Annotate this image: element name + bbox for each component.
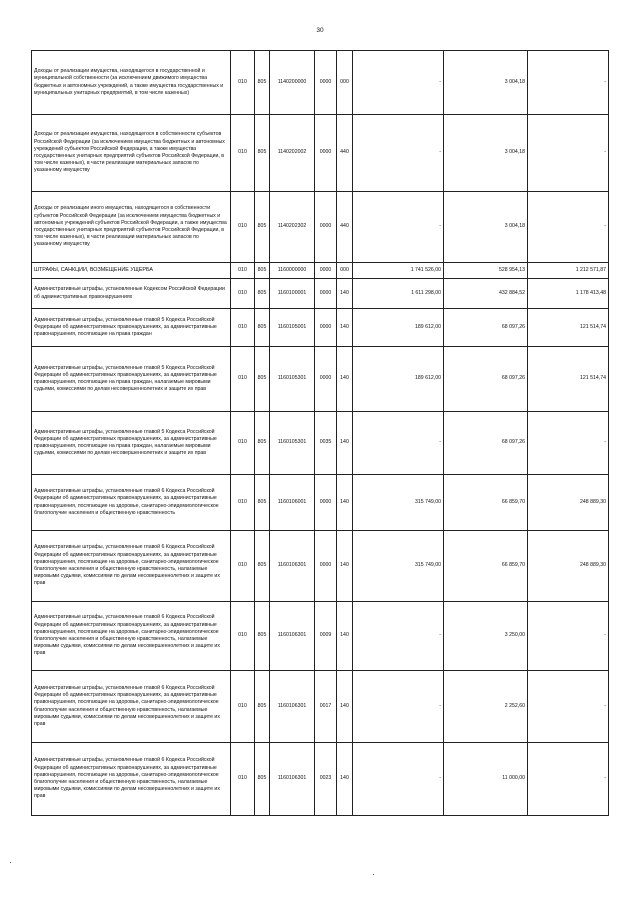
planned-amount-cell: - [353, 671, 444, 743]
income-name-cell: Административные штрафы, установленные главой 5 Кодекса Российской Федерации об административных правонарушениях, за административные правонарушения, посягающие на права граждан [32, 309, 231, 347]
program-code-cell: 0000 [315, 279, 337, 309]
income-name-cell: Доходы от реализации имущества, находящегося в государственной и муниципальной собственности (за исключением движимого имущества бюджетных и автономных учреждений, а также имущества государственных и муниципальных унитарных предприятий, в том числе казенных) [32, 51, 231, 115]
kbk-code-cell: 1160105001 [270, 309, 315, 347]
econ-code-cell: 440 [337, 192, 353, 263]
planned-amount-cell: - [353, 192, 444, 263]
remaining-amount-cell: - [528, 192, 609, 263]
kbk-code-cell: 1160000000 [270, 263, 315, 279]
econ-code-cell: 140 [337, 279, 353, 309]
program-code-cell: 0035 [315, 412, 337, 475]
code-cell: 010 [231, 602, 255, 671]
planned-amount-cell: 189 612,00 [353, 309, 444, 347]
income-name-cell: Доходы от реализации имущества, находящегося в собственности субъектов Российской Федерации (за исключением имущества бюджетных и автономных учреждений субъектов Российской Федерации, а также имущества государственных унитарных предприятий субъектов Российской Федерации, в том числе казенных), в части реализации материальных запасов по указанному имуществу [32, 115, 231, 192]
code-cell: 010 [231, 347, 255, 412]
remaining-amount-cell: 248 889,30 [528, 531, 609, 602]
remaining-amount-cell: - [528, 743, 609, 816]
admin-code-cell: 805 [255, 263, 270, 279]
admin-code-cell: 805 [255, 309, 270, 347]
page-number: 30 [316, 27, 324, 34]
program-code-cell: 0000 [315, 263, 337, 279]
remaining-amount-cell: 121 514,74 [528, 309, 609, 347]
remaining-amount-cell: - [528, 671, 609, 743]
program-code-cell: 0000 [315, 51, 337, 115]
econ-code-cell: 000 [337, 263, 353, 279]
executed-amount-cell: 528 954,13 [444, 263, 528, 279]
remaining-amount-cell: 121 514,74 [528, 347, 609, 412]
program-code-cell: 0000 [315, 115, 337, 192]
kbk-code-cell: 1140202302 [270, 192, 315, 263]
remaining-amount-cell: - [528, 51, 609, 115]
admin-code-cell: 805 [255, 531, 270, 602]
income-name-cell: Административные штрафы, установленные главой 6 Кодекса Российской Федерации об административных правонарушениях, за административные правонарушения, посягающие на здоровье, санитарно-эпидемиологическое благополучие населения и общественную нравственность, налагаемые мировыми судьями, комиссиями по делам несовершеннолетних и защите их прав [32, 602, 231, 671]
remaining-amount-cell: 1 212 571,87 [528, 263, 609, 279]
table-row [32, 309, 609, 347]
planned-amount-cell: 189 612,00 [353, 347, 444, 412]
executed-amount-cell: 68 097,26 [444, 309, 528, 347]
kbk-code-cell: 1140202002 [270, 115, 315, 192]
kbk-code-cell: 1160105301 [270, 347, 315, 412]
kbk-code-cell: 1160106301 [270, 602, 315, 671]
kbk-code-cell: 1160106301 [270, 531, 315, 602]
kbk-code-cell: 1140200000 [270, 51, 315, 115]
planned-amount-cell: 1 611 298,00 [353, 279, 444, 309]
table-row [32, 279, 609, 309]
econ-code-cell: 140 [337, 475, 353, 531]
code-cell: 010 [231, 412, 255, 475]
income-name-cell: Административные штрафы, установленные главой 6 Кодекса Российской Федерации об административных правонарушениях, за административные правонарушения, посягающие на здоровье, санитарно-эпидемиологическое благополучие населения и общественную нравственность, налагаемые мировыми судьями, комиссиями по делам несовершеннолетних и защите их прав [32, 743, 231, 816]
table-row [32, 475, 609, 531]
executed-amount-cell: 3 004,18 [444, 192, 528, 263]
code-cell: 010 [231, 743, 255, 816]
code-cell: 010 [231, 279, 255, 309]
program-code-cell: 0000 [315, 309, 337, 347]
code-cell: 010 [231, 671, 255, 743]
code-cell: 010 [231, 263, 255, 279]
admin-code-cell: 805 [255, 51, 270, 115]
program-code-cell: 0023 [315, 743, 337, 816]
code-cell: 010 [231, 51, 255, 115]
executed-amount-cell: 66 859,70 [444, 475, 528, 531]
executed-amount-cell: 66 859,70 [444, 531, 528, 602]
remaining-amount-cell: - [528, 412, 609, 475]
executed-amount-cell: 2 252,60 [444, 671, 528, 743]
econ-code-cell: 440 [337, 115, 353, 192]
code-cell: 010 [231, 309, 255, 347]
budget-income-table [31, 50, 609, 816]
executed-amount-cell: 432 884,52 [444, 279, 528, 309]
table-row [32, 743, 609, 816]
program-code-cell: 0009 [315, 602, 337, 671]
remaining-amount-cell: 248 889,30 [528, 475, 609, 531]
income-name-cell: Административные штрафы, установленные главой 6 Кодекса Российской Федерации об административных правонарушениях, за административные правонарушения, посягающие на здоровье, санитарно-эпидемиологическое благополучие населения и общественную нравственность, налагаемые мировыми судьями, комиссиями по делам несовершеннолетних и защите их прав [32, 531, 231, 602]
table-row [32, 115, 609, 192]
admin-code-cell: 805 [255, 475, 270, 531]
econ-code-cell: 140 [337, 531, 353, 602]
admin-code-cell: 805 [255, 279, 270, 309]
admin-code-cell: 805 [255, 743, 270, 816]
econ-code-cell: 140 [337, 309, 353, 347]
scan-speck [373, 874, 374, 875]
program-code-cell: 0000 [315, 347, 337, 412]
admin-code-cell: 805 [255, 602, 270, 671]
table-row [32, 347, 609, 412]
kbk-code-cell: 1160106301 [270, 743, 315, 816]
planned-amount-cell: - [353, 51, 444, 115]
program-code-cell: 0000 [315, 475, 337, 531]
income-name-cell: Административные штрафы, установленные Кодексом Российской Федерации об административных правонарушениях [32, 279, 231, 309]
table-row [32, 263, 609, 279]
remaining-amount-cell: - [528, 115, 609, 192]
executed-amount-cell: 68 097,26 [444, 412, 528, 475]
income-name-cell: Административные штрафы, установленные главой 5 Кодекса Российской Федерации об административных правонарушениях, за административные правонарушения, посягающие на права граждан, налагаемые мировыми судьями, комиссиями по делам несовершеннолетних и защите их прав [32, 412, 231, 475]
income-name-cell: ШТРАФЫ, САНКЦИИ, ВОЗМЕЩЕНИЕ УЩЕРБА [32, 263, 231, 279]
program-code-cell: 0000 [315, 531, 337, 602]
executed-amount-cell: 3 250,00 [444, 602, 528, 671]
econ-code-cell: 140 [337, 671, 353, 743]
kbk-code-cell: 1160106001 [270, 475, 315, 531]
code-cell: 010 [231, 115, 255, 192]
econ-code-cell: 140 [337, 602, 353, 671]
executed-amount-cell: 3 004,18 [444, 51, 528, 115]
table-row [32, 531, 609, 602]
kbk-code-cell: 1160106301 [270, 671, 315, 743]
code-cell: 010 [231, 475, 255, 531]
admin-code-cell: 805 [255, 192, 270, 263]
income-name-cell: Доходы от реализации иного имущества, находящегося в собственности субъектов Российской Федерации (за исключением имущества бюджетных и автономных учреждений субъектов Российской Федерации, а также имущества государственных унитарных предприятий субъектов Российской Федерации, в том числе казенных), в части реализации материальных запасов по указанному имуществу [32, 192, 231, 263]
planned-amount-cell: - [353, 115, 444, 192]
table-row [32, 671, 609, 743]
income-name-cell: Административные штрафы, установленные главой 5 Кодекса Российской Федерации об административных правонарушениях, за административные правонарушения, посягающие на права граждан, налагаемые мировыми судьями, комиссиями по делам несовершеннолетних и защите их прав [32, 347, 231, 412]
table-row [32, 51, 609, 115]
table-row [32, 192, 609, 263]
planned-amount-cell: - [353, 412, 444, 475]
code-cell: 010 [231, 192, 255, 263]
admin-code-cell: 805 [255, 115, 270, 192]
remaining-amount-cell: 1 178 413,48 [528, 279, 609, 309]
code-cell: 010 [231, 531, 255, 602]
kbk-code-cell: 1160105301 [270, 412, 315, 475]
kbk-code-cell: 1160100001 [270, 279, 315, 309]
admin-code-cell: 805 [255, 347, 270, 412]
planned-amount-cell: 315 749,00 [353, 531, 444, 602]
planned-amount-cell: 315 749,00 [353, 475, 444, 531]
table-body [32, 51, 609, 816]
admin-code-cell: 805 [255, 671, 270, 743]
admin-code-cell: 805 [255, 412, 270, 475]
planned-amount-cell: 1 741 526,00 [353, 263, 444, 279]
program-code-cell: 0000 [315, 192, 337, 263]
income-name-cell: Административные штрафы, установленные главой 6 Кодекса Российской Федерации об административных правонарушениях, за административные правонарушения, посягающие на здоровье, санитарно-эпидемиологическое благополучие населения и общественную нравственность, налагаемые мировыми судьями, комиссиями по делам несовершеннолетних и защите их прав [32, 671, 231, 743]
econ-code-cell: 000 [337, 51, 353, 115]
econ-code-cell: 140 [337, 412, 353, 475]
executed-amount-cell: 3 004,18 [444, 115, 528, 192]
table-row [32, 412, 609, 475]
executed-amount-cell: 11 000,00 [444, 743, 528, 816]
executed-amount-cell: 68 097,26 [444, 347, 528, 412]
planned-amount-cell: - [353, 602, 444, 671]
planned-amount-cell: - [353, 743, 444, 816]
income-name-cell: Административные штрафы, установленные главой 6 Кодекса Российской Федерации об административных правонарушениях, за административные правонарушения, посягающие на здоровье, санитарно-эпидемиологическое благополучие населения и общественную нравственность [32, 475, 231, 531]
table-row [32, 602, 609, 671]
program-code-cell: 0017 [315, 671, 337, 743]
scan-speck [10, 862, 11, 863]
econ-code-cell: 140 [337, 743, 353, 816]
econ-code-cell: 140 [337, 347, 353, 412]
remaining-amount-cell: - [528, 602, 609, 671]
